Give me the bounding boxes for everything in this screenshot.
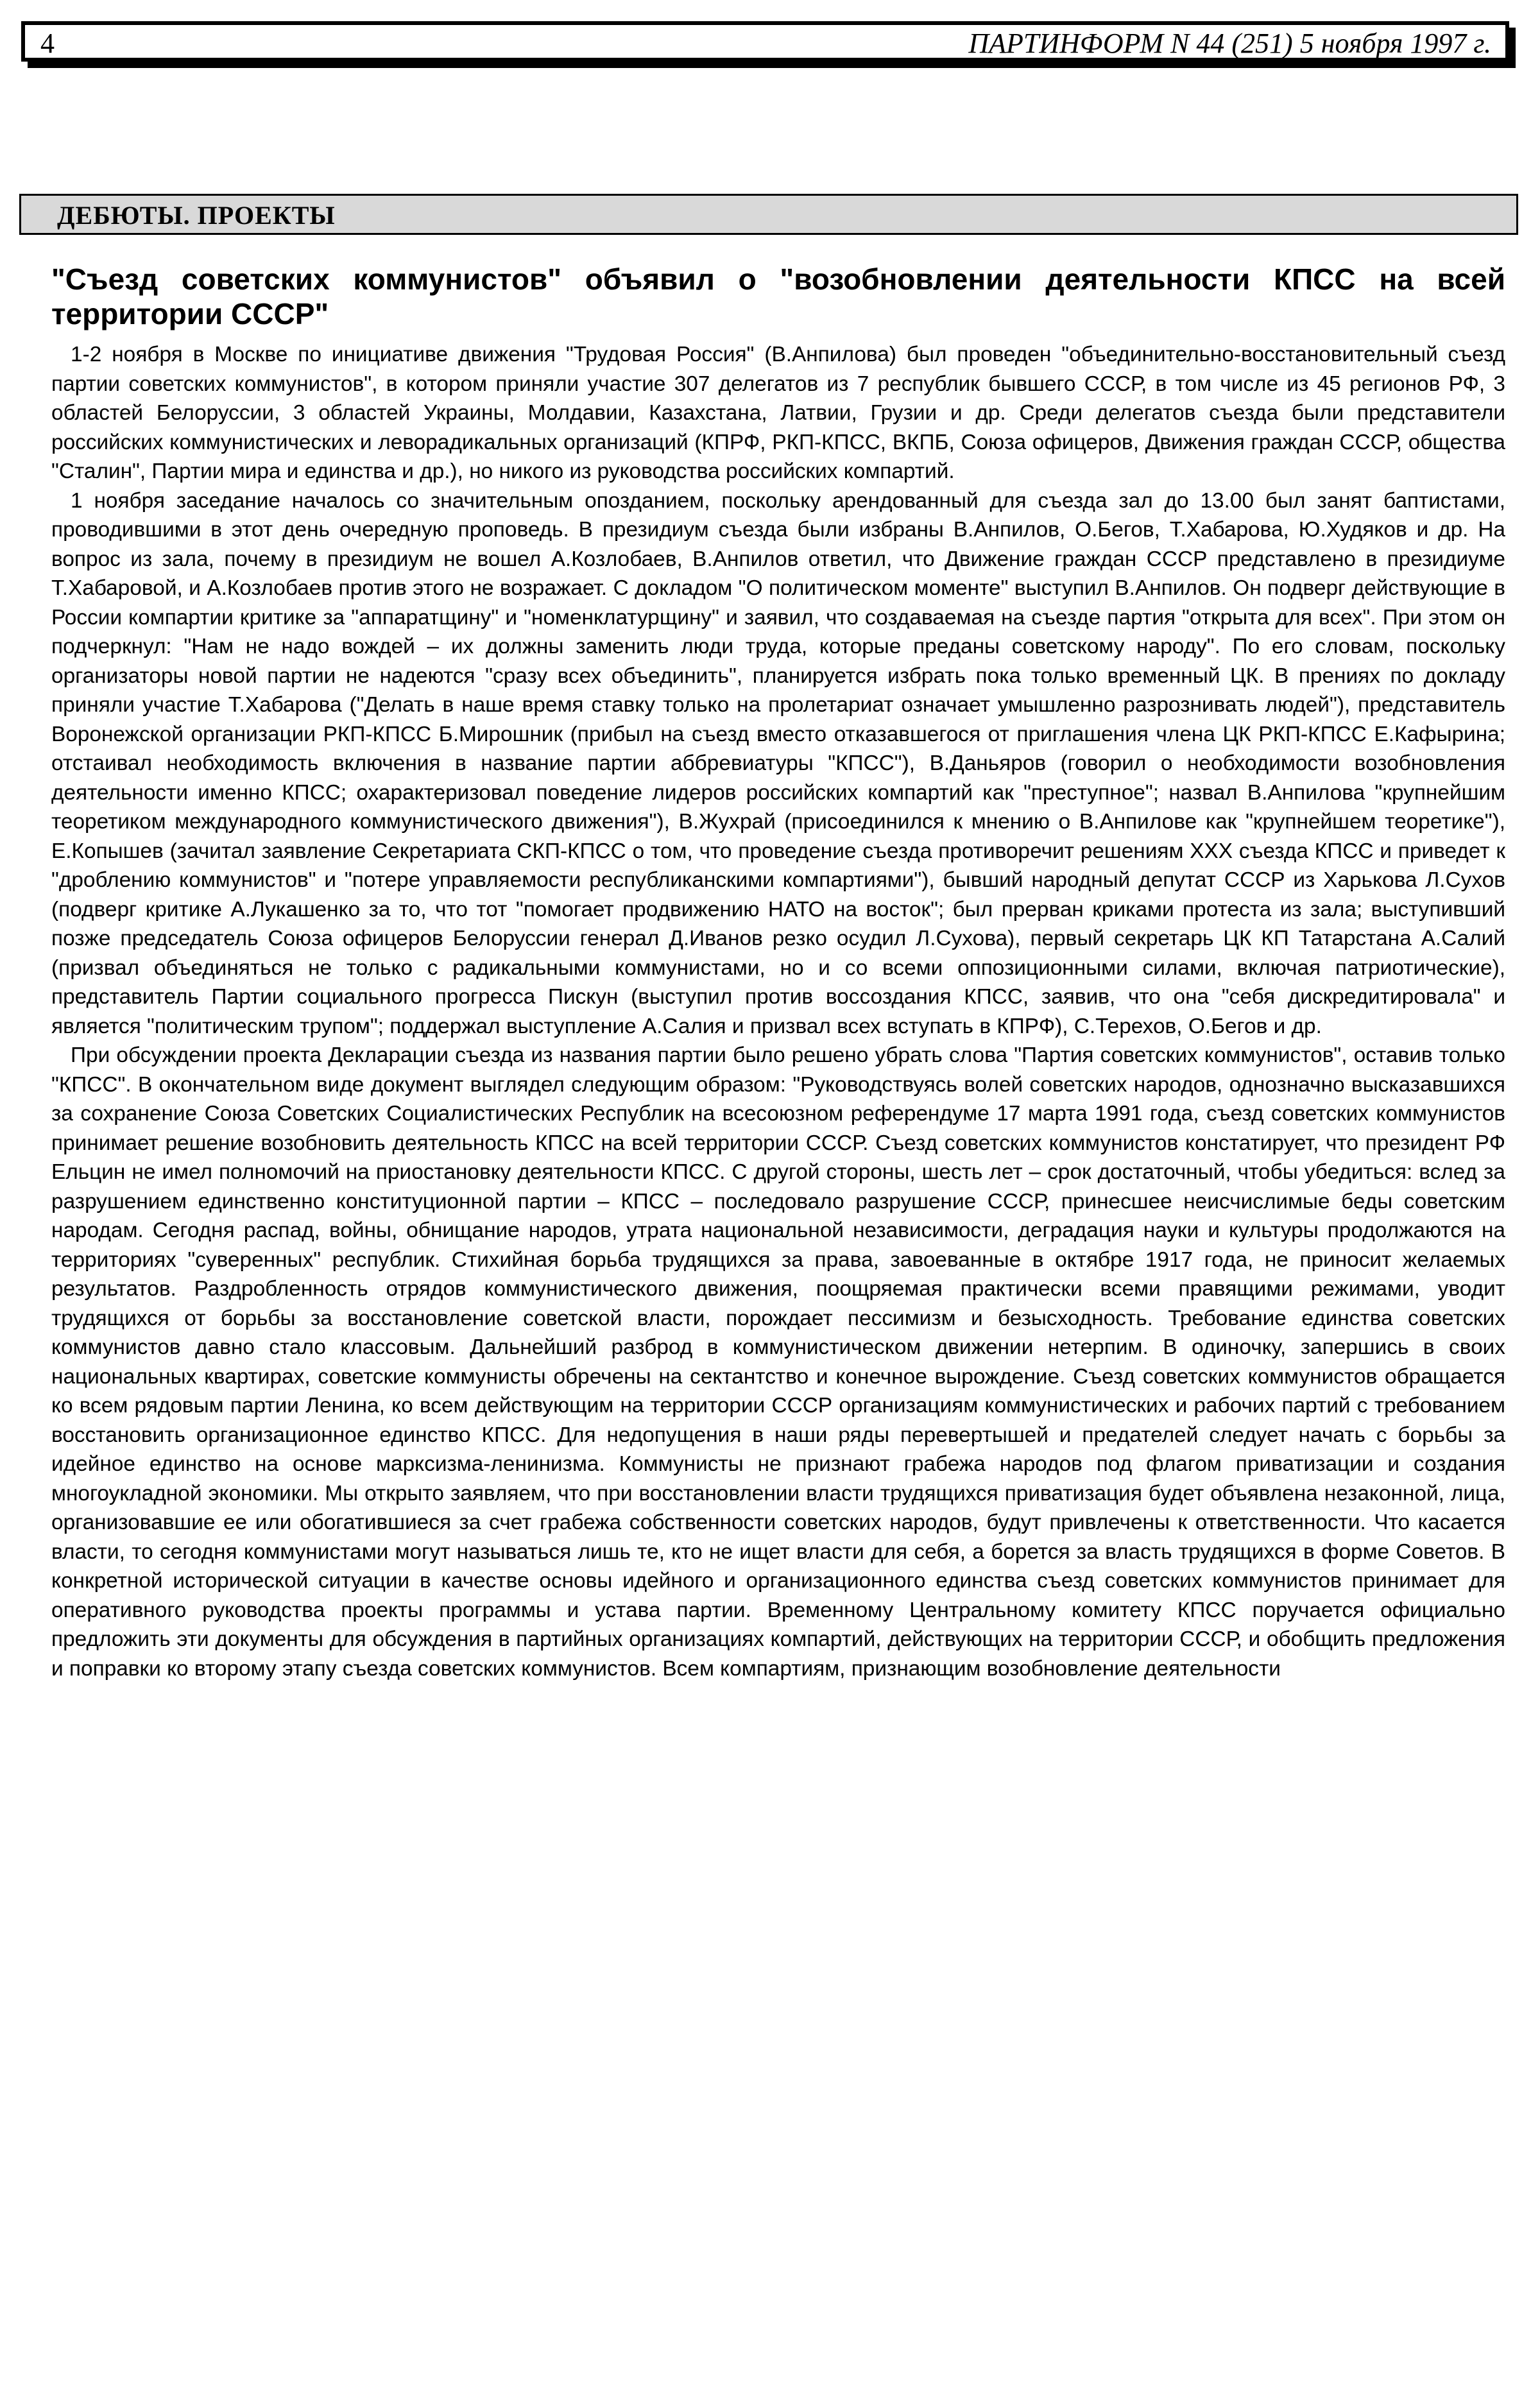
article-paragraph: 1-2 ноября в Москве по инициативе движения "Трудовая Россия" (В.Анпилова) был проведен "объединительно-восстановительный съезд партии советских коммунистов", в котором приняли участие 307 делегатов из 7 республик бывшего СССР, в том числе из 45 регионов РФ, 3 областей Белоруссии, 3 областей Украины, Молдавии, Казахстана, Латвии, Грузии и др. Среди делегатов съезда были представители российских коммунистических и леворадикальных организаций (КПРФ, РКП-КПСС, ВКПБ, Союза офицеров, Движения граждан СССР, общества "Сталин", Партии мира и единства и др.), но никого из руководства российских компартий. xyxy=(51,343,1505,483)
section-title: ДЕБЮТЫ. ПРОЕКТЫ xyxy=(57,201,336,230)
article-body xyxy=(51,340,1505,1683)
masthead: ПАРТИНФОРМ N 44 (251) 5 ноября 1997 г. xyxy=(968,28,1491,59)
section-bar xyxy=(19,194,1518,235)
page-header xyxy=(21,21,1509,62)
article-headline: "Съезд советских коммунистов" объявил о "возобновлении деятельности КПСС на всей территории СССР" xyxy=(51,262,1505,330)
article xyxy=(51,262,1505,1683)
page-number: 4 xyxy=(40,28,55,59)
article-paragraph: 1 ноября заседание началось со значительным опозданием, поскольку арендованный для съезда зал до 13.00 был занят баптистами, проводившими в этот день очередную проповедь. В президиум съезда были избраны В.Анпилов, О.Бегов, Т.Хабарова, Ю.Худяков и др. На вопрос из зала, почему в президиум не вошел А.Козлобаев, В.Анпилов ответил, что Движение граждан СССР представлено в президиуме Т.Хабаровой, и А.Козлобаев против этого не возражает. С докладом "О политическом моменте" выступил В.Анпилов. Он подверг действующие в России компартии критике за "аппаратщину" и "номенклатурщину" и заявил, что создаваемая на съезде партия "открыта для всех". При этом он подчеркнул: "Нам не надо вождей – их должны заменить люди труда, которые преданы советскому народу". По его словам, поскольку организаторы новой партии не надеются "сразу всех объединить", планируется избрать пока только временный ЦК. В прениях по докладу приняли участие Т.Хабарова ("Делать в наше время ставку только на пролетариат означает умышленно разрознивать людей"), представитель Воронежской организации РКП-КПСС Б.Мирошник (прибыл на съезд вместо отказавшегося от приглашения члена ЦК РКП-КПСС Е.Кафырина; отстаивал необходимость включения в название партии аббревиатуры "КПСС"), В.Даньяров (говорил о необходимости возобновления деятельности именно КПСС; охарактеризовал поведение лидеров российских компартий как "преступное"; назвал В.Анпилова "крупнейшим теоретиком международного коммунистического движения"), В.Жухрай (присоединился к мнению о В.Анпилове как "крупнейшем теоретике"), Е.Копышев (зачитал заявление Секретариата СКП-КПСС о том, что проведение съезда противоречит решениям XXX съезда КПСС и приведет к "дроблению коммунистов" и "потере управляемости республиканскими компартиями"), бывший народный депутат СССР из Харькова Л.Сухов (подверг критике А.Лукашенко за то, что тот "помогает продвижению НАТО на восток"; был прерван криками протеста из зала; выступивший позже председатель Союза офицеров Белоруссии генерал Д.Иванов резко осудил Л.Сухова), первый секретарь ЦК КП Татарстана А.Салий (призвал объединяться не только с радикальными коммунистами, но и со всеми оппозиционными силами, включая патриотические), представитель Партии социального прогресса Пискун (выступил против воссоздания КПСС, заявив, что она "себя дискредитировала" и является "политическим трупом"; поддержал выступление А.Салия и призвал всех вступать в КПРФ), С.Терехов, О.Бегов и др. xyxy=(51,488,1505,1038)
article-paragraph: При обсуждении проекта Декларации съезда из названия партии было решено убрать слова "Партия советских коммунистов", оставив только "КПСС". В окончательном виде документ выглядел следующим образом: "Руководствуясь волей советских народов, однозначно высказавшихся за сохранение Союза Советских Социалистических Республик на всесоюзном референдуме 17 марта 1991 года, съезд советских коммунистов принимает решение возобновить деятельность КПСС на всей территории СССР. Съезд советских коммунистов констатирует, что президент РФ Ельцин не имел полномочий на приостановку деятельности КПСС. С другой стороны, шесть лет – срок достаточный, чтобы убедиться: вслед за разрушением единственно конституционной партии – КПСС – последовало разрушение СССР, принесшее неисчислимые беды советским народам. Сегодня распад, войны, обнищание народов, утрата национальной независимости, деградация науки и культуры продолжаются на территориях "суверенных" республик. Стихийная борьба трудящихся за права, завоеванные в октябре 1917 года, не приносит желаемых результатов. Раздробленность отрядов коммунистического движения, поощряемая практически всеми правящими режимами, уводит трудящихся от борьбы за восстановление советской власти, порождает пессимизм и безысходность. Требование единства советских коммунистов давно стало классовым. Дальнейший разброд в коммунистическом движении нетерпим. В одиночку, запершись в своих национальных квартирах, советские коммунисты обречены на сектантство и конечное вырождение. Съезд советских коммунистов обращается ко всем рядовым партии Ленина, ко всем действующим на территории СССР организациям коммунистических и рабочих партий с требованием восстановить организационное единство КПСС. Для недопущения в наши ряды перевертышей и предателей следует начать с борьбы за идейное единство на основе марксизма-ленинизма. Коммунисты не признают грабежа народов под флагом приватизации и создания многоукладной экономики. Мы открыто заявляем, что при восстановлении власти трудящихся приватизация будет объявлена незаконной, лица, организовавшие ее или обогатившиеся за счет грабежа собственности советских народов, будут привлечены к ответственности. Что касается власти, то сегодня коммунистами могут называться лишь те, кто не ищет власти для себя, а борется за власть трудящихся в форме Советов. В конкретной исторической ситуации в качестве основы идейного и организационного единства съезд советских коммунистов принимает для оперативного руководства проекты программы и устава партии. Временному Центральному комитету КПСС поручается официально предложить эти документы для обсуждения в партийных организациях компартий, действующих на территории СССР, и обобщить предложения и поправки ко второму этапу съезда советских коммунистов. Всем компартиям, признающим возобновление деятельности xyxy=(51,1043,1505,1681)
